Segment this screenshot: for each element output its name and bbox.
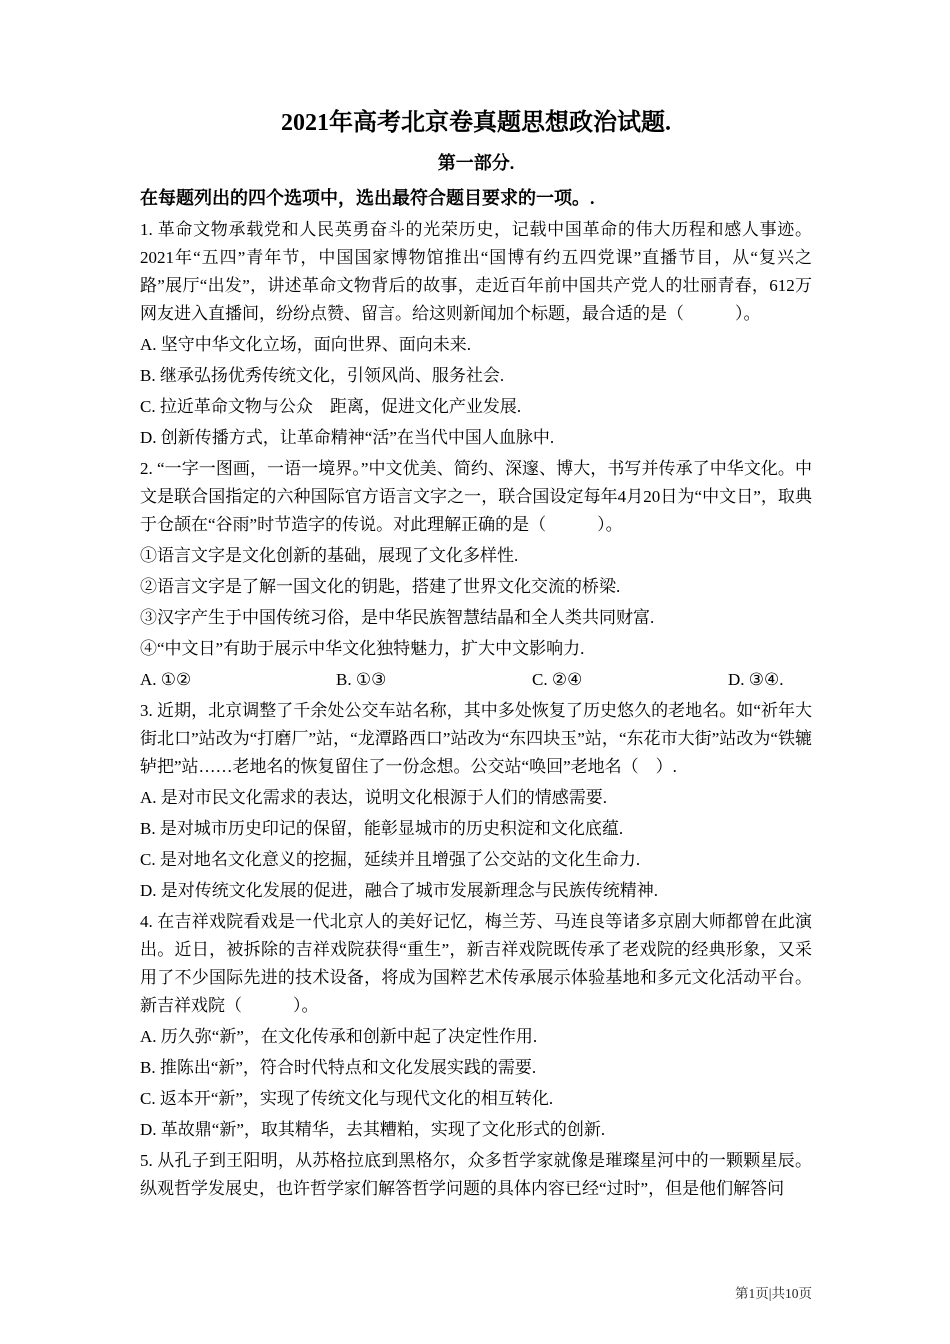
question-3: [140, 697, 812, 905]
question-4-option-c: C. 返本开“新”，实现了传统文化与现代文化的相互转化.: [140, 1089, 554, 1108]
current-page-number: 第1页: [735, 1286, 769, 1301]
question-1-option-b: B. 继承弘扬优秀传统文化，引领风尚、服务社会.: [140, 366, 505, 385]
question-1-option-c: C. 拉近革命文物与公众 距离，促进文化产业发展.: [140, 397, 522, 416]
question-3-option-a: A. 是对市民文化需求的表达，说明文化根源于人们的情感需要.: [140, 788, 608, 807]
question-4: [140, 908, 812, 1144]
question-3-stem: 3. 近期，北京调整了千余处公交车站名称，其中多处恢复了历史悠久的老地名。如“祈年大街北口”站改为“打磨厂”站，“龙潭路西口”站改为“东四块玉”站，“东花市大街”站改为“铁辘轳把”站……老地名的恢复留住了一份念想。公交站“唤回”老地名（ ）.: [140, 701, 812, 776]
total-page-count: 共10页: [771, 1286, 812, 1301]
question-3-option-b: B. 是对城市历史印记的保留，能彰显城市的历史积淀和文化底蕴.: [140, 819, 624, 838]
question-2-choice-d: D. ③④.: [728, 670, 784, 689]
question-1: [140, 216, 812, 452]
page-footer: [735, 1282, 812, 1302]
question-1-stem: 1. 革命文物承载党和人民英勇奋斗的光荣历史，记载中国革命的伟大历程和感人事迹。2021年“五四”青年节，中国国家博物馆推出“国博有约五四党课”直播节目，从“复兴之路”展厅“出发”，讲述革命文物背后的故事，走近百年前中国共产党人的壮丽青春，612万网友进入直播间，纷纷点赞、留言。给这则新闻加个标题，最合适的是（ ）。: [140, 220, 812, 323]
question-2-choice-a: A. ①②: [140, 670, 192, 689]
section-heading: 第一部分.: [437, 153, 515, 173]
question-2-statement-1: ①语言文字是文化创新的基础，展现了文化多样性.: [140, 546, 519, 565]
question-4-option-d: D. 革故鼎“新”，取其精华，去其糟粕，实现了文化形式的创新.: [140, 1120, 606, 1139]
question-3-option-d: D. 是对传统文化发展的促进，融合了城市发展新理念与民族传统精神.: [140, 881, 659, 900]
question-5-stem: 5. 从孔子到王阳明，从苏格拉底到黑格尔，众多哲学家就像是璀璨星河中的一颗颗星辰。纵观哲学发展史，也许哲学家们解答哲学问题的具体内容已经“过时”，但是他们解答问: [140, 1151, 812, 1198]
question-2-choice-c: C. ②④: [532, 670, 583, 689]
document-title: 2021年高考北京卷真题思想政治试题.: [281, 110, 671, 136]
question-2-statement-2: ②语言文字是了解一国文化的钥匙，搭建了世界文化交流的桥梁.: [140, 577, 621, 596]
question-2-choice-row: [140, 666, 812, 694]
question-4-option-a: A. 历久弥“新”，在文化传承和创新中起了决定性作用.: [140, 1027, 538, 1046]
question-2: [140, 455, 812, 694]
page-separator: |: [768, 1286, 772, 1301]
question-2-statement-4: ④“中文日”有助于展示中华文化独特魅力，扩大中文影响力.: [140, 639, 585, 658]
question-5: [140, 1147, 812, 1203]
question-1-option-d: D. 创新传播方式，让革命精神“活”在当代中国人血脉中.: [140, 428, 555, 447]
question-2-stem: 2. “一字一图画，一语一境界。”中文优美、简约、深邃、博大，书写并传承了中华文化。中文是联合国指定的六种国际官方语言文字之一，联合国设定每年4月20日为“中文日”，取典于仓颉在“谷雨”时节造字的传说。对此理解正确的是（ ）。: [140, 459, 812, 534]
question-4-option-b: B. 推陈出“新”，符合时代特点和文化发展实践的需要.: [140, 1058, 537, 1077]
question-3-option-c: C. 是对地名文化意义的挖掘，延续并且增强了公交站的文化生命力.: [140, 850, 641, 869]
question-1-option-a: A. 坚守中华文化立场，面向世界、面向未来.: [140, 335, 472, 354]
question-2-choice-b: B. ①③: [336, 670, 387, 689]
question-4-stem: 4. 在吉祥戏院看戏是一代北京人的美好记忆，梅兰芳、马连良等诸多京剧大师都曾在此演出。近日，被拆除的吉祥戏院获得“重生”，新吉祥戏院既传承了老戏院的经典形象，又采用了不少国际先进的技术设备，将成为国粹艺术传承展示体验基地和多元文化活动平台。新吉祥戏院（ ）。: [140, 912, 812, 1015]
answer-instruction: 在每题列出的四个选项中，选出最符合题目要求的一项。.: [140, 188, 595, 208]
question-2-statement-3: ③汉字产生于中国传统习俗，是中华民族智慧结晶和全人类共同财富.: [140, 608, 655, 627]
